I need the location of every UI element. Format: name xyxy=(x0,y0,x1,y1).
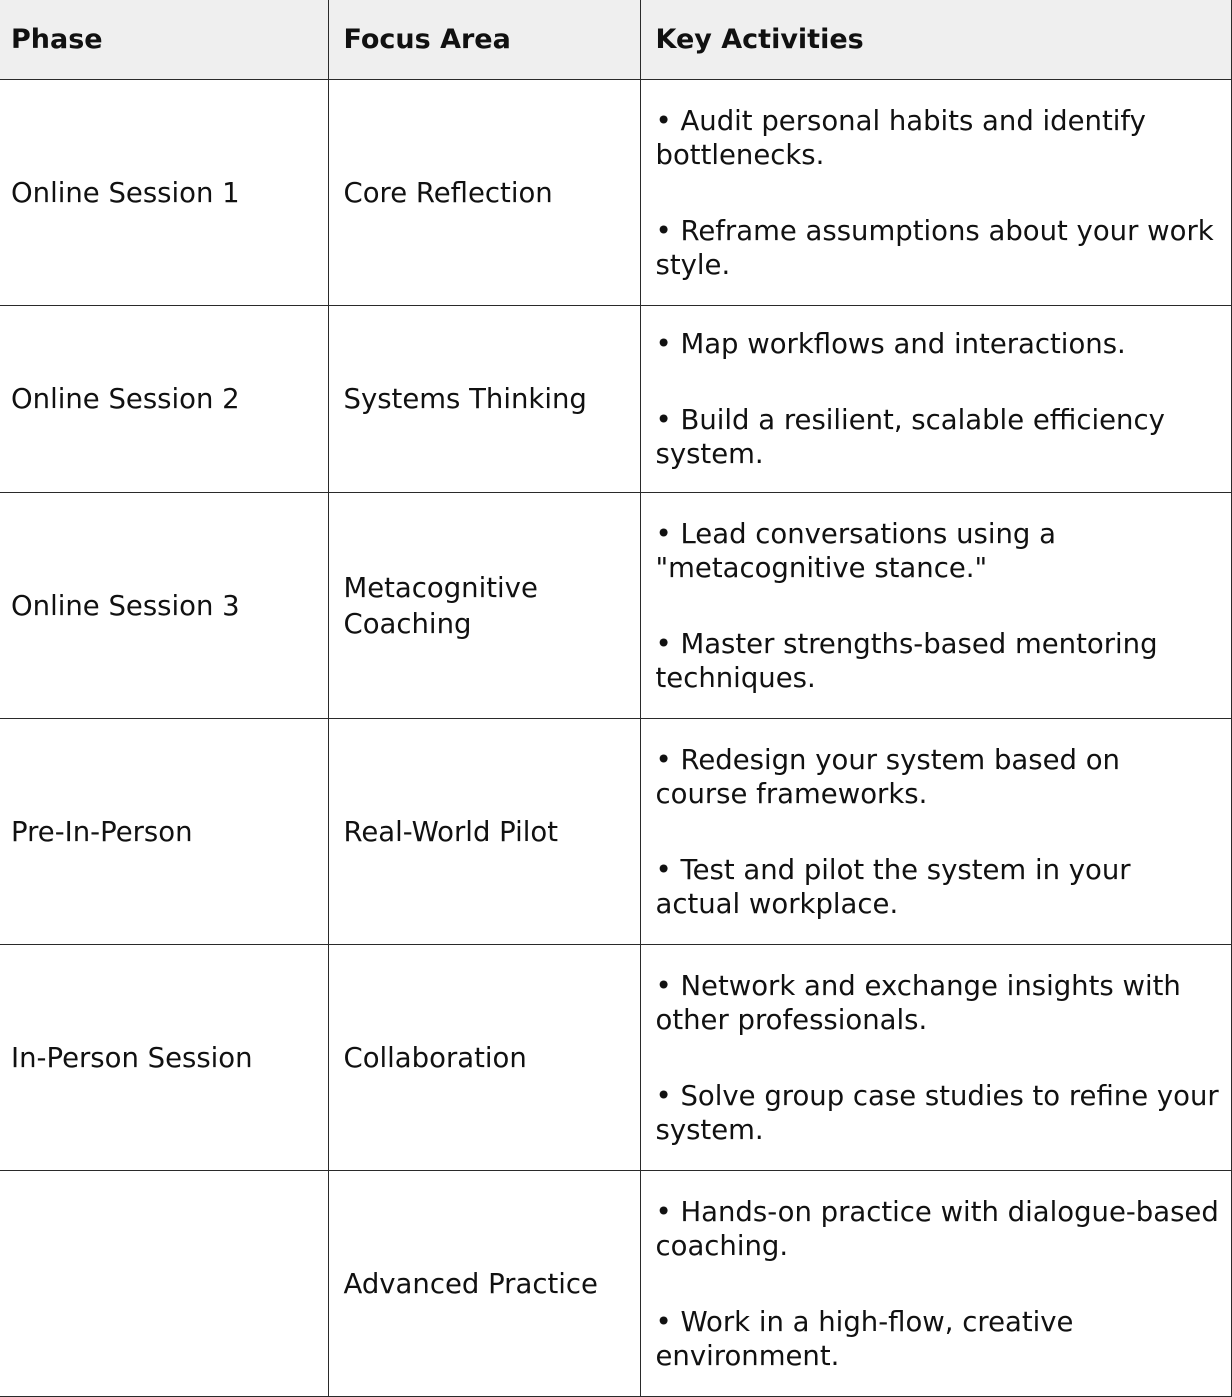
key-activities-cell xyxy=(640,80,1232,306)
activity-item: • Hands-on practice with dialogue-based coaching. xyxy=(655,1195,1219,1262)
phase-cell: Online Session 2 xyxy=(0,306,328,493)
table-row xyxy=(0,493,1232,719)
activity-item: • Audit personal habits and identify bottlenecks. xyxy=(655,104,1146,171)
focus-area-cell: Systems Thinking xyxy=(328,306,640,493)
key-activities-cell xyxy=(640,1171,1232,1397)
phase-cell: In-Person Session xyxy=(0,945,328,1171)
activity-item: • Redesign your system based on course frameworks. xyxy=(655,743,1120,810)
activity-item: • Reframe assumptions about your work style. xyxy=(655,214,1214,281)
focus-area-cell: Core Reflection xyxy=(328,80,640,306)
focus-area-cell: Advanced Practice xyxy=(328,1171,640,1397)
key-activities-cell xyxy=(640,493,1232,719)
phase-cell xyxy=(0,1171,328,1397)
table-row xyxy=(0,719,1232,945)
phase-cell: Online Session 3 xyxy=(0,493,328,719)
focus-area-cell: Collaboration xyxy=(328,945,640,1171)
key-activities-cell xyxy=(640,719,1232,945)
activity-item: • Solve group case studies to refine your system. xyxy=(655,1079,1219,1146)
table-row xyxy=(0,306,1232,493)
phase-cell: Pre-In-Person xyxy=(0,719,328,945)
key-activities-cell xyxy=(640,945,1232,1171)
focus-area-cell: Metacognitive Coaching xyxy=(328,493,640,719)
activity-item: • Test and pilot the system in your actual workplace. xyxy=(655,853,1131,920)
header-row xyxy=(0,0,1232,80)
focus-area-cell: Real-World Pilot xyxy=(328,719,640,945)
activity-item: • Lead conversations using a "metacognitive stance." xyxy=(655,517,1056,584)
phase-cell: Online Session 1 xyxy=(0,80,328,306)
header-focus-area: Focus Area xyxy=(328,0,640,80)
table-row xyxy=(0,80,1232,306)
activity-item: • Network and exchange insights with other professionals. xyxy=(655,969,1181,1036)
header-phase: Phase xyxy=(0,0,328,80)
header-key-activities: Key Activities xyxy=(640,0,1232,80)
activity-item: • Build a resilient, scalable efficiency system. xyxy=(655,404,1165,470)
activity-item: • Work in a high-flow, creative environment. xyxy=(655,1305,1074,1372)
activity-item: • Master strengths-based mentoring techniques. xyxy=(655,627,1158,694)
activity-item: • Map workflows and interactions. xyxy=(655,328,1126,360)
table-row xyxy=(0,945,1232,1171)
table-row xyxy=(0,1171,1232,1397)
key-activities-cell xyxy=(640,306,1232,493)
